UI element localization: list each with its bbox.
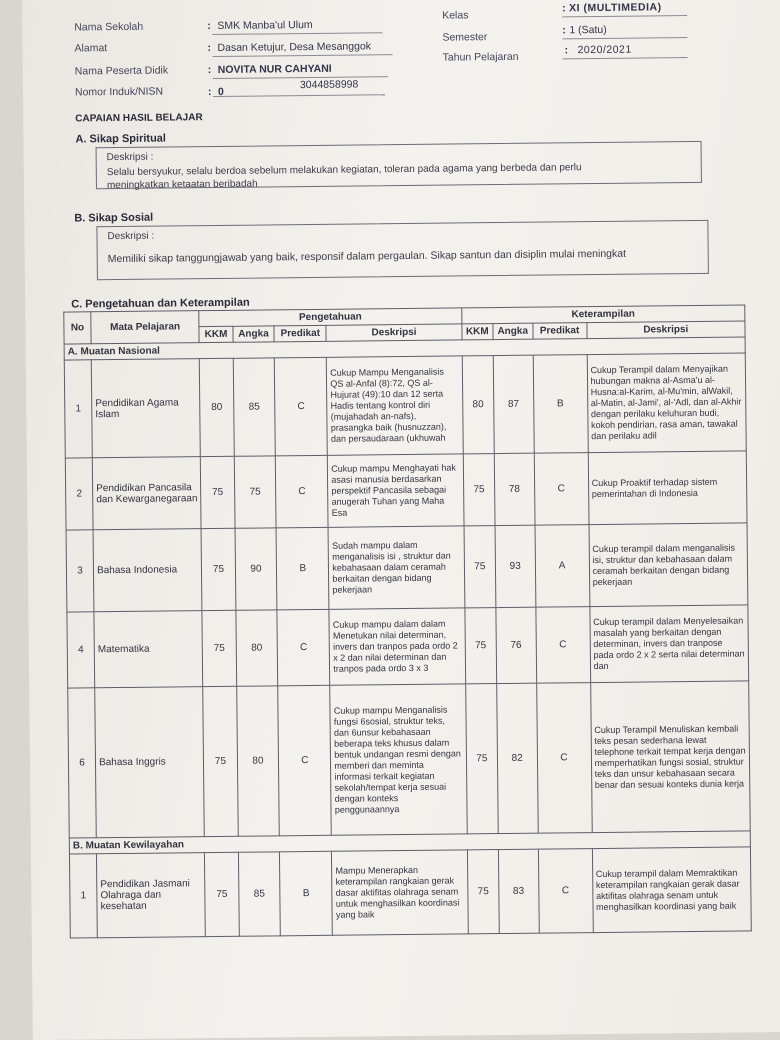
table-row [66, 523, 748, 612]
header-k-predikat: Predikat [274, 325, 326, 342]
row-s-angka: 82 [497, 683, 538, 833]
row-k-predikat: B [280, 851, 333, 936]
address-value: Dasan Ketujur, Desa Mesanggok [217, 40, 372, 54]
header-s-angka: Angka [493, 323, 533, 339]
row-s-deskripsi: Cukup Terampil Menuliskan kembali teks pesan sederhana lewat telephone terkait tempat kerja dengan memperhatikan fungsi sosial, struktur teks dan unsur kebahasaan secara benar dan sesuai konteks dunia kerja [590, 681, 750, 833]
nisn-underline [213, 94, 385, 97]
semester-label: Semester [442, 31, 488, 44]
address-sep: : [207, 42, 212, 55]
row-s-deskripsi: Cukup terampil dalam menganalisis isi, struktur dan kebahasaan dalam ceramah berkaitan dengan bidang pekerjaan [589, 523, 748, 607]
sosial-desc-text: Memiliki sikap tanggungjawab yang baik, responsif dalam pergaulan. Sikap santun dan disiplin mulai meningkat [107, 247, 627, 266]
student-value: NOVITA NUR CAHYANI [217, 62, 332, 76]
row-s-kkm: 75 [465, 684, 498, 834]
school-underline [212, 32, 382, 35]
spiritual-box [96, 141, 702, 192]
row-k-predikat: C [276, 455, 329, 528]
group-regional-label: B. Muatan Kewilayahan [69, 831, 750, 854]
row-s-kkm: 75 [464, 526, 496, 608]
nisn-sep: : [207, 86, 212, 99]
table-title: C. Pengetahuan dan Keterampilan [71, 296, 250, 311]
year-underline [563, 57, 688, 59]
row-no: 1 [69, 854, 97, 938]
table-row [64, 353, 746, 458]
row-s-kkm: 75 [467, 850, 499, 934]
row-s-angka: 83 [498, 849, 538, 933]
row-k-kkm: 80 [200, 358, 234, 456]
row-k-angka: 80 [236, 686, 279, 836]
row-s-angka: 93 [495, 525, 535, 607]
row-s-predikat: C [538, 849, 593, 934]
row-k-predikat: C [278, 685, 332, 836]
row-k-deskripsi: Cukup mampu dalam dalam Menetukan nilai determinan, invers dan tranpos pada ordo 2 x 2 dan nilai determinan dan tranpos pada ordo 3 x 3 [329, 608, 465, 685]
row-s-deskripsi: Cukup Proaktif terhadap sistem pemerintahan di Indonesia [588, 451, 747, 525]
student-sep: : [207, 64, 212, 77]
row-k-predikat: C [275, 357, 328, 456]
table-row [67, 605, 749, 688]
class-underline [562, 15, 687, 17]
row-no: 2 [65, 458, 93, 530]
class-sep: : [562, 2, 566, 15]
nisn-value-a: 0 [217, 85, 224, 98]
row-subject: Bahasa Indonesia [93, 529, 202, 612]
row-s-kkm: 75 [465, 608, 497, 684]
semester-underline [562, 37, 687, 39]
class-value: XI (MULTIMEDIA) [569, 1, 662, 15]
report-sheet [22, 0, 780, 1040]
school-sep: : [207, 20, 211, 33]
row-k-kkm: 75 [201, 528, 235, 610]
header-skill: Keterampilan [461, 305, 744, 324]
spiritual-desc-line1: Selalu bersyukur, selalu berdoa sebelum melakukan kegiatan, toleran pada agama yang berbeda dan perlu [106, 162, 582, 179]
row-s-angka: 78 [494, 453, 534, 525]
row-s-predikat: A [535, 525, 590, 608]
row-subject: Pendidikan Pancasila dan Kewarganegaraan [92, 457, 201, 530]
row-no: 1 [64, 360, 92, 458]
row-subject: Bahasa Inggris [95, 687, 205, 838]
row-s-deskripsi: Cukup terampil dalam Memraktikan keterampilan rangkaian gerak dasar aktifitas olahraga senam untuk menghasilkan koordinasi yang baik [592, 847, 751, 933]
student-label: Nama Peserta Didik [74, 64, 169, 78]
school-value: SMK Manba'ul Ulum [217, 18, 313, 32]
header-k-angka: Angka [233, 326, 275, 342]
nisn-label: Nomor Induk/NISN [74, 85, 164, 99]
table-row [68, 681, 751, 838]
table-row [69, 847, 751, 938]
sosial-title: B. Sikap Sosial [74, 211, 154, 225]
row-s-deskripsi: Cukup terampil dalam Menyelesaikan masalah yang berkaitan dengan determinan, invers dan tranpose pada ordo 2 x 2 serta nilai determinan dan [590, 605, 749, 683]
header-k-deskripsi: Deskripsi [326, 324, 462, 341]
row-s-predikat: C [536, 683, 592, 834]
class-label: Kelas [442, 9, 469, 22]
row-k-angka: 85 [233, 358, 276, 456]
spiritual-desc-label: Deskripsi : [106, 151, 154, 164]
row-s-kkm: 80 [462, 356, 494, 454]
row-k-deskripsi: Sudah mampu dalam menganalisis isi , struktur dan kebahasaan dalam ceramah berkaitan dengan bidang pekerjaan [328, 526, 464, 609]
grades-table [63, 304, 752, 938]
row-s-predikat: C [535, 607, 590, 684]
row-no: 4 [67, 612, 95, 688]
spiritual-desc-line2: meningkatkan ketaatan beribadah [106, 178, 258, 192]
header-s-kkm: KKM [462, 324, 493, 340]
address-label: Alamat [74, 42, 108, 55]
school-label: Nama Sekolah [74, 20, 144, 34]
row-no: 3 [66, 530, 94, 612]
row-k-kkm: 75 [205, 852, 239, 936]
row-s-angka: 76 [496, 607, 536, 683]
row-k-angka: 75 [234, 456, 276, 528]
nisn-value-b: 3044858998 [299, 78, 359, 92]
group-national-label: A. Muatan Nasional [64, 337, 745, 360]
row-k-angka: 80 [236, 610, 278, 686]
header-subject: Mata Pelajaran [91, 311, 200, 344]
table-row [65, 451, 747, 530]
row-s-predikat: B [533, 355, 588, 454]
header-no: No [64, 312, 91, 344]
capaian-title: CAPAIAN HASIL BELAJAR [75, 112, 203, 125]
row-k-kkm: 75 [202, 610, 236, 686]
row-k-angka: 85 [238, 852, 281, 936]
row-no: 6 [68, 688, 97, 838]
row-s-predikat: C [534, 453, 589, 526]
header-s-deskripsi: Deskripsi [587, 321, 746, 339]
header-s-predikat: Predikat [532, 323, 586, 340]
row-subject: Matematika [94, 611, 203, 688]
row-k-predikat: B [276, 527, 329, 610]
year-sep: : [564, 44, 569, 57]
row-k-predikat: C [277, 609, 330, 686]
header-knowledge: Pengetahuan [199, 308, 462, 327]
semester-value: 1 (Satu) [569, 23, 607, 37]
row-s-deskripsi: Cukup Terampil dalam Menyajikan hubungan makna al-Asma'u al-Husna:al-Karim, al-Mu'min, alWakil, al-Matin, al-Jami', al-'Adl, dan al-Akhir dengan perilaku keluhuran budi, kokoh pendirian, rasa aman, tawakal dan perilaku adil [587, 353, 746, 453]
row-k-angka: 90 [235, 528, 277, 610]
row-k-deskripsi: Cukup mampu Menghayati hak asasi manusia berdasarkan perspektif Pancasila sebagai anugerah Tuhan yang Maha Esa [328, 454, 464, 527]
semester-sep: : [562, 24, 566, 37]
address-underline [213, 54, 393, 57]
row-k-deskripsi: Mampu Menerapkan keterampilan rangkaian gerak dasar aktifitas olahraga senam untuk menghasilkan koordinasi yang baik [332, 850, 468, 935]
sosial-box [96, 220, 709, 280]
row-k-deskripsi: Cukup mampu Menganalisis fungsi 6sosial, struktur teks, dan 6unsur kebahasaan beberapa teks khusus dalam bentuk undangan resmi dengan memberi dan meminta informasi terkait kegiatan sekolah/tempat kerja sesuai dengan konteks penggunaannya [330, 684, 467, 835]
year-label: Tahun Pelajaran [442, 50, 519, 64]
row-subject: Pendidikan Agama Islam [91, 359, 200, 458]
row-k-kkm: 75 [203, 686, 238, 836]
year-value: 2020/2021 [577, 43, 632, 57]
header-k-kkm: KKM [199, 326, 232, 342]
sosial-desc-label: Deskripsi : [107, 230, 155, 243]
spiritual-title: A. Sikap Spiritual [75, 132, 166, 146]
row-s-kkm: 75 [463, 454, 495, 526]
row-k-kkm: 75 [201, 456, 235, 528]
row-subject: Pendidikan Jasmani Olahraga dan kesehatan [97, 853, 206, 938]
row-s-angka: 87 [493, 355, 534, 453]
row-k-deskripsi: Cukup Mampu Menganalisis QS al-Anfal (8):72, QS al-Hujurat (49):10 dan 12 serta Hadis tentang kontrol diri (mujahadah an-nafs), prasangka baik (husnuzzan), dan persaudaraan (ukhuwah [327, 356, 463, 455]
